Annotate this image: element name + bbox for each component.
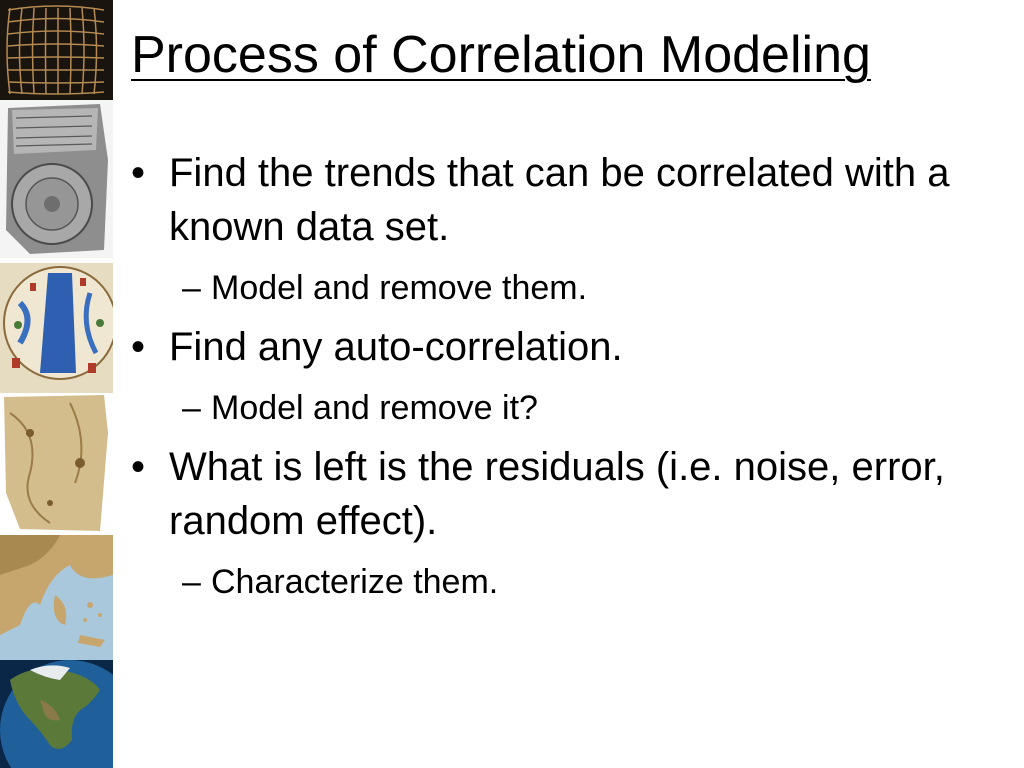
- north-america-globe-image: [0, 660, 113, 768]
- dash-glyph: –: [182, 269, 201, 307]
- slide-title: Process of Correlation Modeling: [131, 26, 871, 84]
- bullet-item: [131, 146, 991, 254]
- dash-glyph: –: [182, 389, 201, 427]
- medieval-map-image: [0, 263, 113, 393]
- sub-bullet-item: [131, 268, 991, 308]
- greece-relief-map-image: [0, 535, 113, 660]
- clay-tablet-map-image: [0, 100, 113, 258]
- dash-glyph: –: [182, 563, 201, 601]
- parchment-map-image: [0, 393, 113, 535]
- bullet-text: Find any auto-correlation.: [169, 325, 623, 369]
- bullet-item: [131, 320, 991, 374]
- sub-bullet-item: [131, 562, 991, 602]
- bullet-text: Find the trends that can be correlated with a known data set.: [169, 151, 950, 249]
- sub-bullet-text: Model and remove them.: [211, 269, 588, 307]
- bullet-text: What is left is the residuals (i.e. noise, error, random effect).: [169, 445, 945, 543]
- grid-map-image: [0, 0, 113, 100]
- sub-bullet-text: Characterize them.: [211, 563, 499, 601]
- bullet-glyph: •: [131, 445, 146, 489]
- sub-bullet-text: Model and remove it?: [211, 389, 538, 427]
- sub-bullet-item: [131, 388, 991, 428]
- bullet-item: [131, 440, 991, 548]
- slide-body: [131, 146, 991, 614]
- bullet-glyph: •: [131, 151, 146, 195]
- map-sidebar: [0, 0, 113, 768]
- bullet-glyph: •: [131, 325, 146, 369]
